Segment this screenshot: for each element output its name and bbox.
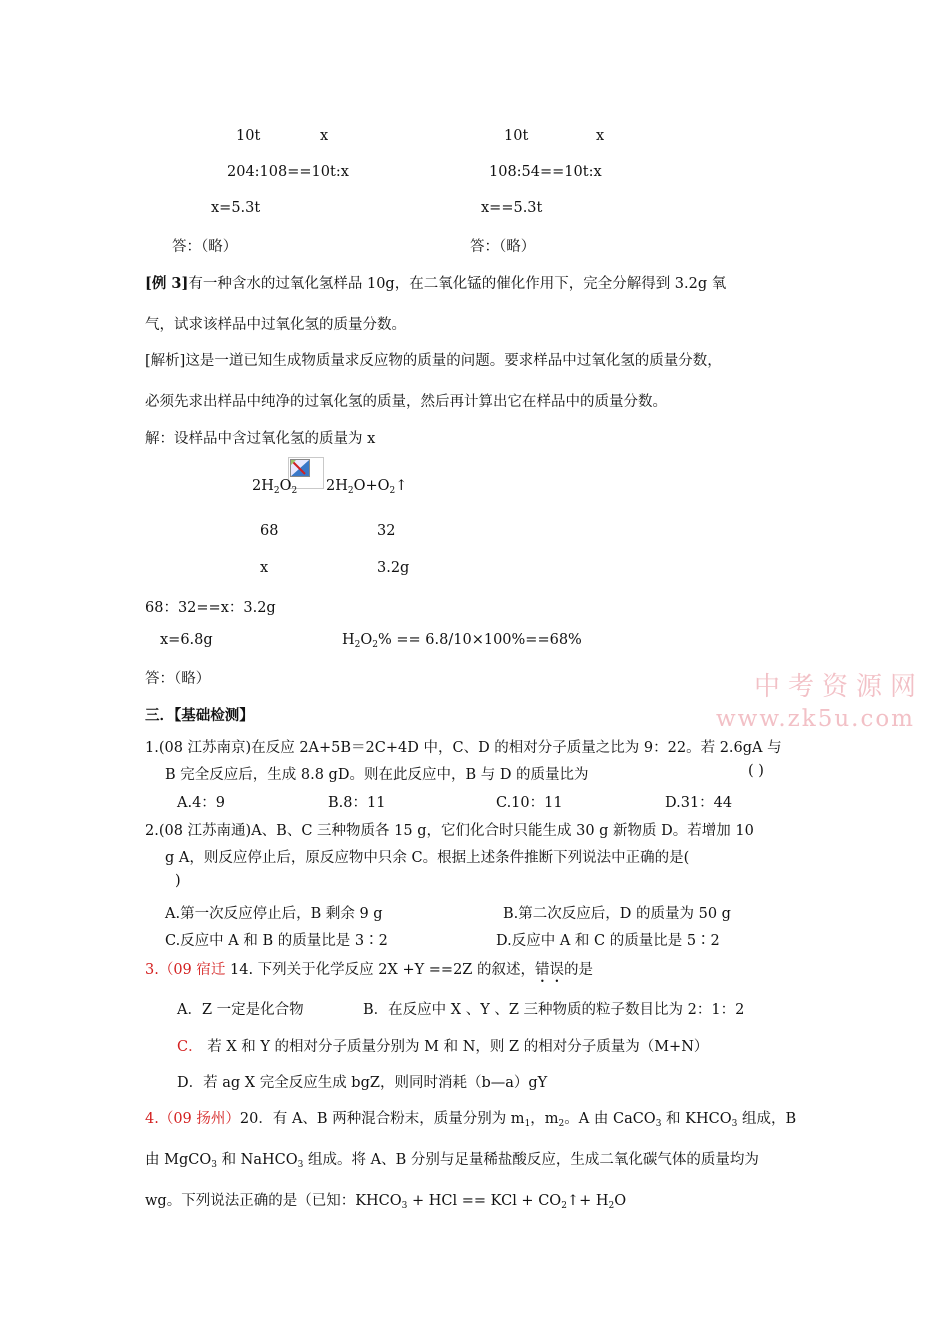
calc-left-answer: 答：（略） xyxy=(172,239,238,255)
q3-option-b: B．在反应中 X 、Y 、Z 三种物质的粒子数目比为 2：1：2 xyxy=(363,1002,745,1018)
example3-text-1: 有一种含水的过氧化氢样品 10g，在二氧化锰的催化作用下，完全分解得到 3.2g 氧 xyxy=(188,276,727,292)
calc-right-answer: 答：（略） xyxy=(470,239,536,255)
q1-line2: B 完全反应后，生成 8.8 gD。则在此反应中，B 与 D 的质量比为 xyxy=(165,767,589,783)
example3-line2: 气，试求该样品中过氧化氢的质量分数。 xyxy=(145,317,406,333)
q4-line3: wg。下列说法正确的是（已知：$KHCO_3$ + HCl == KCl + $CO_2↑+ H_2O$ xyxy=(145,1193,627,1211)
q1-option-d: D.31：44 xyxy=(665,795,733,811)
emphasis-dot: 错 xyxy=(535,962,550,978)
solution-intro: 解：设样品中含过氧化氢的质量为 x xyxy=(145,431,376,447)
q3-source: 3.（09 宿迁 xyxy=(145,962,226,978)
watermark-title: 中考资源网 xyxy=(754,672,925,702)
q1-option-b: B.8：11 xyxy=(328,795,386,811)
calc-right-mass: 10t xyxy=(504,128,529,144)
calc-right-result: x==5.3t xyxy=(481,200,543,216)
q2-line3: ) xyxy=(175,873,181,889)
mass-32: 32 xyxy=(377,523,396,539)
q3-option-a: A．Z 一定是化合物 xyxy=(177,1002,304,1018)
q1-answer-paren: ( ) xyxy=(748,763,764,779)
analysis-line2: 必须先求出样品中纯净的过氧化氢的质量，然后再计算出它在样品中的质量分数。 xyxy=(145,394,667,410)
emphasis-dot: 误 xyxy=(549,962,564,978)
q2-option-d: D.反应中 A 和 C 的质量比是 5∶2 xyxy=(496,933,720,949)
q4-line2: 由 MgCO$_3$ 和 NaHCO$_3$ 组成。将 A、B 分别与足量稀盐酸反应，生成二氧化碳气体的质量均为 xyxy=(145,1152,759,1170)
q3-stem: 3.（09 宿迁 14. 下列关于化学反应 2X +Y ==2Z 的叙述，错误的是 xyxy=(145,962,593,978)
section-title: 三．【基础检测】 xyxy=(145,707,254,724)
calc-right-var: x xyxy=(596,128,605,144)
example3-answer: 答：（略） xyxy=(145,671,211,687)
example3-tag: [例 3] xyxy=(145,275,189,292)
mass-32g: 3.2g xyxy=(377,560,410,576)
q4-source: 4.（09 扬州） xyxy=(145,1111,240,1127)
q2-option-b: B.第二次反应后，D 的质量为 50 g xyxy=(503,906,731,922)
q2-line2: g A，则反应停止后，原反应物中只余 C。根据上述条件推断下列说法中正确的是( xyxy=(165,850,690,866)
percent-calc: $H_2O_2\% == 6.8/10\times 100\%==68\%$ xyxy=(342,632,582,650)
equation-reactant: $2H_2O_2$ xyxy=(252,478,298,496)
q1-line1: 1.(08 江苏南京)在反应 2A+5B＝2C+4D 中，C、D 的相对分子质量之比为 9：22。若 2.6gA 与 xyxy=(145,740,782,756)
q2-option-c: C.反应中 A 和 B 的质量比是 3∶2 xyxy=(165,933,388,949)
q3-option-d: D．若 ag X 完全反应生成 bgZ，则同时消耗（b—a）gY xyxy=(177,1075,548,1091)
q1-option-a: A.4：9 xyxy=(177,795,226,811)
example3-line1 xyxy=(145,272,726,293)
q2-line1: 2.(08 江苏南通)A、B、C 三种物质各 15 g，它们化合时只能生成 30 g 新物质 D。若增加 10 xyxy=(145,823,754,839)
q1-option-c: C.10：11 xyxy=(496,795,563,811)
proportion: 68：32==x：3.2g xyxy=(145,600,276,616)
calc-left-result: x=5.3t xyxy=(211,200,261,216)
gas-arrow-icon: ↑ xyxy=(395,478,408,494)
mass-68: 68 xyxy=(260,523,279,539)
watermark-url: www.zk5u.com xyxy=(716,706,915,732)
calc-left-var: x xyxy=(320,128,329,144)
equation-product: $2H_2O+O_2↑$ xyxy=(326,478,408,496)
analysis-line1: [解析]这是一道已知生成物质量求反应物的质量的问题。要求样品中过氧化氢的质量分数， xyxy=(145,353,722,369)
x-value: x=6.8g xyxy=(160,632,213,648)
q2-option-a: A.第一次反应停止后，B 剩余 9 g xyxy=(165,906,383,922)
calc-left-ratio: 204:108==10t:x xyxy=(227,164,349,180)
calc-left-mass: 10t xyxy=(236,128,261,144)
calc-right-ratio: 108:54==10t:x xyxy=(489,164,602,180)
var-x: x xyxy=(260,560,269,576)
q4-line1: 4.（09 扬州）20．有 A、B 两种混合粉末，质量分别为 $m_1$，$m_2$。A 由 CaCO$_3$ 和 $KHCO_3$ 组成，B xyxy=(145,1111,797,1129)
q3-option-c: C． 若 X 和 Y 的相对分子质量分别为 M 和 N，则 Z 的相对分子质量为（M+N） xyxy=(177,1039,709,1055)
